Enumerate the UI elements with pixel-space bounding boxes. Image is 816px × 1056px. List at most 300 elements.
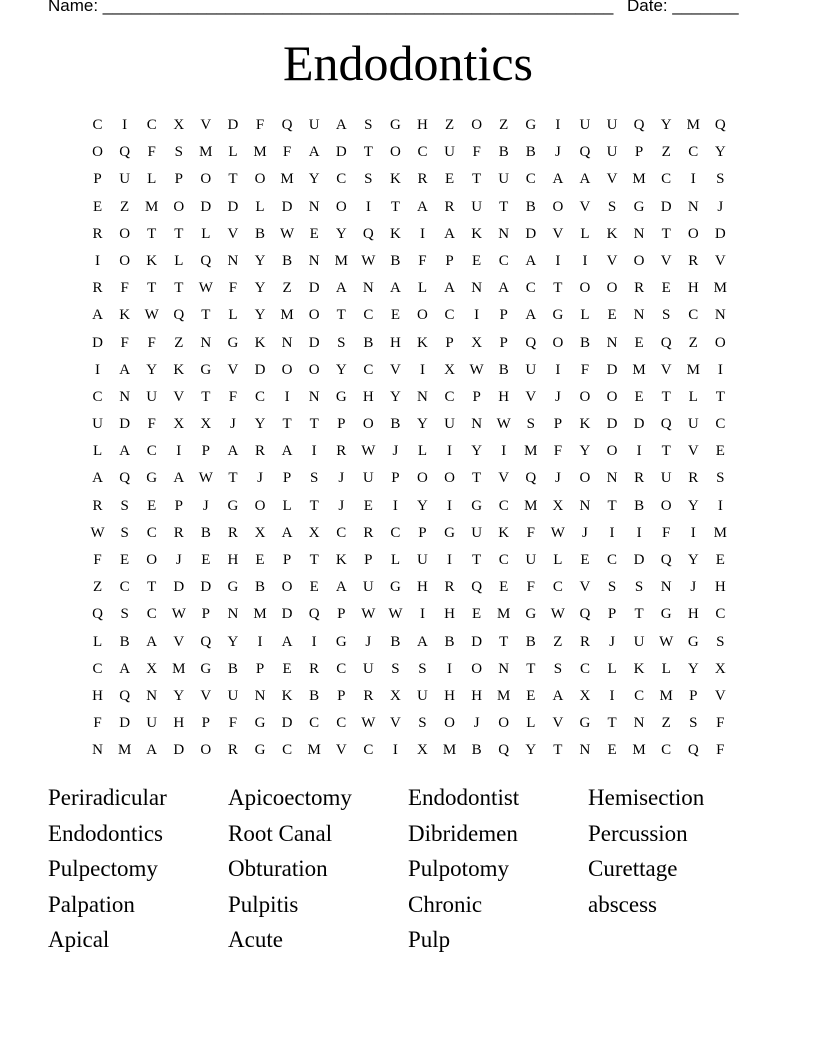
grid-letter: J <box>338 470 345 487</box>
grid-letter: A <box>146 742 158 759</box>
grid-row <box>84 438 734 465</box>
grid-letter: U <box>92 416 103 433</box>
word-list-item: Root Canal <box>228 820 333 846</box>
grid-letter: E <box>390 307 400 324</box>
grid-letter: Y <box>335 361 347 378</box>
grid-letter: A <box>444 225 455 242</box>
grid-letter: A <box>552 171 564 188</box>
grid-letter: T <box>553 280 563 297</box>
grid-letter: Q <box>281 117 293 133</box>
grid-letter: B <box>498 144 509 161</box>
grid-letter: U <box>227 687 239 704</box>
grid-letter: T <box>309 552 319 568</box>
grid-letter: O <box>92 144 103 161</box>
grid-letter: D <box>281 198 293 215</box>
grid-letter: E <box>607 742 617 759</box>
grid-letter: A <box>525 252 537 269</box>
grid-letter: L <box>282 497 292 514</box>
grid-letter: A <box>389 280 401 297</box>
page-title: Endodontics <box>283 35 533 91</box>
grid-letter: I <box>311 443 317 460</box>
grid-letter: O <box>362 416 374 433</box>
grid-letter: N <box>308 198 320 215</box>
grid-letter: E <box>147 497 157 514</box>
grid-letter: F <box>228 715 238 732</box>
grid-letter: I <box>474 307 480 324</box>
grid-letter: I <box>122 117 128 133</box>
grid-letter: F <box>93 715 102 732</box>
grid-letter: D <box>633 552 645 568</box>
grid-letter: C <box>688 144 699 161</box>
grid-letter: P <box>689 687 698 704</box>
grid-letter: B <box>634 497 645 514</box>
grid-row <box>84 112 734 139</box>
grid-letter: W <box>550 606 565 623</box>
grid-letter: C <box>607 552 618 568</box>
grid-letter: C <box>634 687 645 704</box>
grid-letter: V <box>660 252 672 269</box>
grid-letter: P <box>607 606 617 623</box>
grid-letter: T <box>228 470 238 487</box>
grid-letter: F <box>282 144 292 161</box>
grid-letter: P <box>337 606 346 623</box>
grid-letter: V <box>227 361 239 378</box>
grid-letter: W <box>198 280 213 297</box>
grid-letter: Z <box>174 334 184 351</box>
grid-letter: I <box>636 443 642 460</box>
grid-letter: K <box>146 252 158 269</box>
grid-letter: O <box>471 117 483 133</box>
grid-letter: L <box>688 388 698 405</box>
grid-letter: B <box>255 225 266 242</box>
grid-letter: F <box>553 443 563 460</box>
grid-letter: N <box>633 307 645 324</box>
grid-letter: D <box>281 715 293 732</box>
grid-letter: T <box>607 715 617 732</box>
grid-letter: E <box>120 552 130 568</box>
grid-letter: J <box>582 524 588 541</box>
grid-letter: I <box>690 171 696 188</box>
grid-letter: B <box>255 579 266 596</box>
grid-letter: N <box>417 388 428 405</box>
grid-letter: O <box>308 361 320 378</box>
grid-letter: C <box>363 361 374 378</box>
grid-letter: T <box>661 443 671 460</box>
grid-letter: S <box>716 171 725 188</box>
grid-letter: D <box>200 198 212 215</box>
grid-letter: Y <box>389 388 401 405</box>
grid-letter: T <box>499 633 509 650</box>
grid-letter: E <box>444 171 455 188</box>
word-list-item: Apical <box>48 927 110 952</box>
grid-letter: M <box>497 606 511 623</box>
grid-letter: B <box>119 633 130 650</box>
grid-letter: Y <box>308 171 320 188</box>
grid-letter: C <box>255 388 266 405</box>
grid-letter: G <box>335 388 347 405</box>
grid-letter: W <box>361 443 376 460</box>
grid-letter: X <box>417 742 428 759</box>
grid-letter: S <box>364 171 373 188</box>
grid-letter: B <box>363 334 374 351</box>
grid-letter: O <box>444 470 455 487</box>
grid-letter: L <box>580 307 590 324</box>
grid-letter: C <box>92 117 103 133</box>
grid-letter: D <box>119 715 131 732</box>
grid-letter: G <box>444 524 455 541</box>
grid-letter: Q <box>173 307 185 324</box>
grid-letter: C <box>92 660 103 677</box>
grid-letter: F <box>580 361 590 378</box>
grid-letter: F <box>120 334 129 351</box>
grid-letter: Q <box>579 606 591 623</box>
grid-letter: T <box>201 388 211 405</box>
grid-letter: Y <box>714 144 726 161</box>
grid-row <box>84 737 734 764</box>
grid-letter: M <box>524 497 538 514</box>
grid-letter: E <box>472 606 482 623</box>
grid-letter: U <box>362 660 374 677</box>
grid-letter: P <box>201 606 211 623</box>
grid-letter: N <box>498 225 510 242</box>
grid-letter: R <box>634 470 645 487</box>
grid-letter: S <box>337 334 346 351</box>
grid-letter: V <box>173 388 185 405</box>
grid-letter: C <box>444 388 455 405</box>
grid-letter: A <box>92 470 103 487</box>
grid-row <box>84 248 734 275</box>
grid-letter: E <box>499 579 509 596</box>
grid-letter: O <box>687 225 699 242</box>
grid-letter: R <box>255 443 266 460</box>
grid-letter: D <box>119 416 131 433</box>
grid-letter: D <box>606 361 618 378</box>
grid-letter: A <box>146 633 158 650</box>
grid-letter: O <box>444 715 455 732</box>
grid-letter: E <box>634 388 644 405</box>
grid-letter: T <box>147 225 157 242</box>
grid-letter: C <box>552 579 563 596</box>
grid-letter: D <box>471 633 483 650</box>
grid-letter: T <box>472 552 482 568</box>
grid-letter: K <box>389 225 401 242</box>
grid-letter: A <box>119 443 131 460</box>
date-field-label: Date: _______ <box>627 0 739 15</box>
grid-letter: U <box>687 416 699 433</box>
grid-letter: F <box>662 524 671 541</box>
grid-letter: N <box>714 307 726 324</box>
grid-letter: B <box>579 334 590 351</box>
grid-letter: B <box>525 198 536 215</box>
grid-letter: B <box>390 416 401 433</box>
grid-letter: P <box>499 307 508 324</box>
grid-letter: Y <box>687 497 699 514</box>
grid-letter: Y <box>471 443 483 460</box>
grid-letter: I <box>392 742 398 759</box>
grid-letter: T <box>715 388 725 405</box>
grid-letter: Q <box>660 552 672 568</box>
grid-letter: N <box>579 742 591 759</box>
grid-letter: D <box>227 198 239 215</box>
grid-letter: R <box>688 252 699 269</box>
grid-letter: C <box>146 443 157 460</box>
grid-letter: Z <box>92 579 103 596</box>
grid-letter: J <box>690 579 697 596</box>
grid-letter: U <box>606 117 618 133</box>
grid-letter: B <box>200 524 211 541</box>
grid-letter: E <box>92 198 103 215</box>
grid-letter: E <box>634 334 644 351</box>
grid-letter: R <box>227 742 238 759</box>
grid-letter: C <box>146 606 157 623</box>
grid-letter: I <box>392 497 398 514</box>
grid-letter: O <box>119 252 131 269</box>
grid-letter: C <box>146 524 157 541</box>
grid-letter: Z <box>282 280 292 297</box>
grid-letter: I <box>257 633 263 650</box>
grid-letter: M <box>253 144 267 161</box>
word-list-item: Dibridemen <box>408 820 518 846</box>
grid-letter: O <box>417 470 428 487</box>
grid-letter: D <box>525 225 537 242</box>
grid-letter: O <box>579 470 591 487</box>
grid-letter: Z <box>553 633 563 650</box>
grid-row <box>84 683 734 710</box>
grid-letter: C <box>417 144 428 161</box>
grid-letter: A <box>227 443 239 460</box>
grid-letter: V <box>687 443 699 460</box>
grid-letter: W <box>496 416 511 433</box>
grid-letter: L <box>580 225 590 242</box>
grid-letter: C <box>363 307 374 324</box>
grid-letter: J <box>554 388 561 405</box>
grid-letter: T <box>499 198 509 215</box>
grid-letter: A <box>335 280 347 297</box>
grid-letter: T <box>147 579 157 596</box>
grid-letter: H <box>362 388 374 405</box>
grid-letter: V <box>606 252 618 269</box>
grid-letter: O <box>579 388 591 405</box>
grid-letter: F <box>228 388 238 405</box>
grid-letter: N <box>579 497 591 514</box>
grid-letter: G <box>525 606 537 623</box>
grid-letter: N <box>362 280 374 297</box>
grid-letter: K <box>389 171 401 188</box>
grid-letter: V <box>389 715 401 732</box>
grid-letter: L <box>201 225 211 242</box>
grid-row <box>84 330 734 357</box>
grid-letter: D <box>308 334 320 351</box>
grid-row <box>84 710 734 737</box>
grid-letter: X <box>552 497 564 514</box>
grid-letter: L <box>607 660 617 677</box>
grid-letter: I <box>95 361 101 378</box>
grid-letter: Q <box>660 416 672 433</box>
grid-letter: M <box>442 742 457 759</box>
grid-row <box>84 384 734 411</box>
grid-letter: E <box>363 497 373 514</box>
word-list-item: Pulp <box>408 927 451 952</box>
grid-letter: Q <box>119 687 131 704</box>
grid-letter: I <box>176 443 182 460</box>
grid-letter: P <box>174 171 183 188</box>
grid-letter: K <box>335 552 347 568</box>
grid-letter: Y <box>525 742 537 759</box>
grid-letter: C <box>390 524 401 541</box>
grid-letter: N <box>146 687 158 704</box>
grid-letter: Q <box>498 742 510 759</box>
grid-letter: S <box>309 470 319 487</box>
grid-letter: M <box>145 198 159 215</box>
grid-letter: N <box>227 606 239 623</box>
grid-letter: V <box>200 687 212 704</box>
grid-letter: T <box>607 497 617 514</box>
grid-letter: G <box>254 715 266 732</box>
grid-letter: J <box>609 633 615 650</box>
grid-letter: H <box>498 388 510 405</box>
grid-letter: H <box>417 579 428 596</box>
grid-letter: Z <box>499 117 509 133</box>
grid-letter: Z <box>661 144 671 161</box>
grid-letter: M <box>199 144 213 161</box>
grid-letter: X <box>173 117 185 133</box>
grid-letter: I <box>95 252 101 269</box>
grid-letter: D <box>281 606 293 623</box>
grid-letter: T <box>363 144 373 161</box>
grid-letter: T <box>228 171 238 188</box>
grid-letter: P <box>255 660 265 677</box>
grid-letter: C <box>715 606 726 623</box>
word-list-item: Obturation <box>228 856 328 881</box>
grid-row <box>84 166 734 193</box>
grid-letter: B <box>390 633 401 650</box>
grid-letter: P <box>499 334 508 351</box>
grid-letter: P <box>201 715 211 732</box>
grid-letter: Y <box>417 416 428 433</box>
grid-letter: I <box>609 524 615 541</box>
grid-letter: O <box>308 307 320 324</box>
grid-letter: B <box>498 361 509 378</box>
grid-letter: Q <box>200 633 212 650</box>
grid-letter: Q <box>200 252 212 269</box>
grid-letter: S <box>174 144 183 161</box>
grid-letter: U <box>579 117 591 133</box>
grid-letter: M <box>632 742 646 759</box>
grid-row <box>84 411 734 438</box>
grid-letter: P <box>364 552 373 568</box>
grid-letter: J <box>257 470 263 487</box>
grid-letter: H <box>444 606 455 623</box>
grid-letter: M <box>659 687 673 704</box>
grid-letter: Y <box>579 443 591 460</box>
grid-letter: G <box>146 470 158 487</box>
grid-letter: R <box>309 660 320 677</box>
grid-letter: V <box>227 225 239 242</box>
grid-letter: H <box>92 687 103 704</box>
grid-letter: P <box>553 416 563 433</box>
grid-letter: O <box>633 252 645 269</box>
grid-letter: G <box>471 497 483 514</box>
grid-letter: O <box>281 579 293 596</box>
grid-letter: X <box>579 687 591 704</box>
grid-letter: S <box>120 497 129 514</box>
grid-letter: W <box>198 470 213 487</box>
grid-letter: W <box>144 307 159 324</box>
grid-letter: A <box>525 307 537 324</box>
grid-letter: D <box>714 225 726 242</box>
grid-letter: N <box>633 225 645 242</box>
grid-letter: V <box>714 252 726 269</box>
grid-letter: F <box>147 144 156 161</box>
grid-letter: S <box>716 633 725 650</box>
grid-letter: M <box>253 606 267 623</box>
grid-letter: W <box>361 715 376 732</box>
grid-letter: S <box>120 524 129 541</box>
grid-letter: I <box>555 117 561 133</box>
grid-letter: L <box>92 443 103 460</box>
grid-letter: J <box>202 497 209 514</box>
grid-letter: I <box>717 497 723 514</box>
grid-letter: R <box>417 171 428 188</box>
grid-row <box>84 547 734 574</box>
grid-letter: M <box>280 307 294 324</box>
grid-letter: P <box>472 388 481 405</box>
grid-letter: T <box>201 307 211 324</box>
grid-letter: F <box>147 334 156 351</box>
grid-letter: G <box>525 117 537 133</box>
word-list <box>48 780 768 958</box>
grid-letter: N <box>471 280 483 297</box>
grid-row <box>84 465 734 492</box>
grid-letter: O <box>200 742 212 759</box>
grid-letter: O <box>254 497 266 514</box>
grid-letter: T <box>634 606 644 623</box>
grid-letter: B <box>309 687 320 704</box>
grid-letter: M <box>172 660 186 677</box>
grid-letter: D <box>335 144 347 161</box>
grid-letter: U <box>146 715 158 732</box>
grid-letter: S <box>120 606 129 623</box>
grid-letter: B <box>525 144 536 161</box>
grid-letter: B <box>227 660 238 677</box>
grid-letter: C <box>146 117 157 133</box>
grid-letter: Y <box>660 117 672 133</box>
grid-letter: O <box>498 715 510 732</box>
grid-letter: J <box>175 552 182 568</box>
grid-letter: N <box>308 252 320 269</box>
grid-letter: C <box>715 416 726 433</box>
grid-row <box>84 302 734 329</box>
grid-letter: E <box>715 443 725 460</box>
grid-letter: T <box>174 225 184 242</box>
grid-letter: R <box>634 280 645 297</box>
grid-letter: X <box>471 334 483 351</box>
grid-letter: I <box>419 606 425 623</box>
grid-letter: A <box>308 144 320 161</box>
grid-letter: O <box>254 171 266 188</box>
grid-letter: A <box>552 687 564 704</box>
grid-letter: G <box>389 117 401 133</box>
grid-letter: X <box>308 524 320 541</box>
grid-letter: R <box>92 497 103 514</box>
grid-letter: D <box>173 579 185 596</box>
grid-letter: I <box>636 524 642 541</box>
grid-letter: Y <box>335 225 347 242</box>
grid-letter: F <box>147 416 156 433</box>
word-list-item: abscess <box>588 891 657 917</box>
grid-letter: V <box>389 361 401 378</box>
grid-letter: U <box>471 524 483 541</box>
